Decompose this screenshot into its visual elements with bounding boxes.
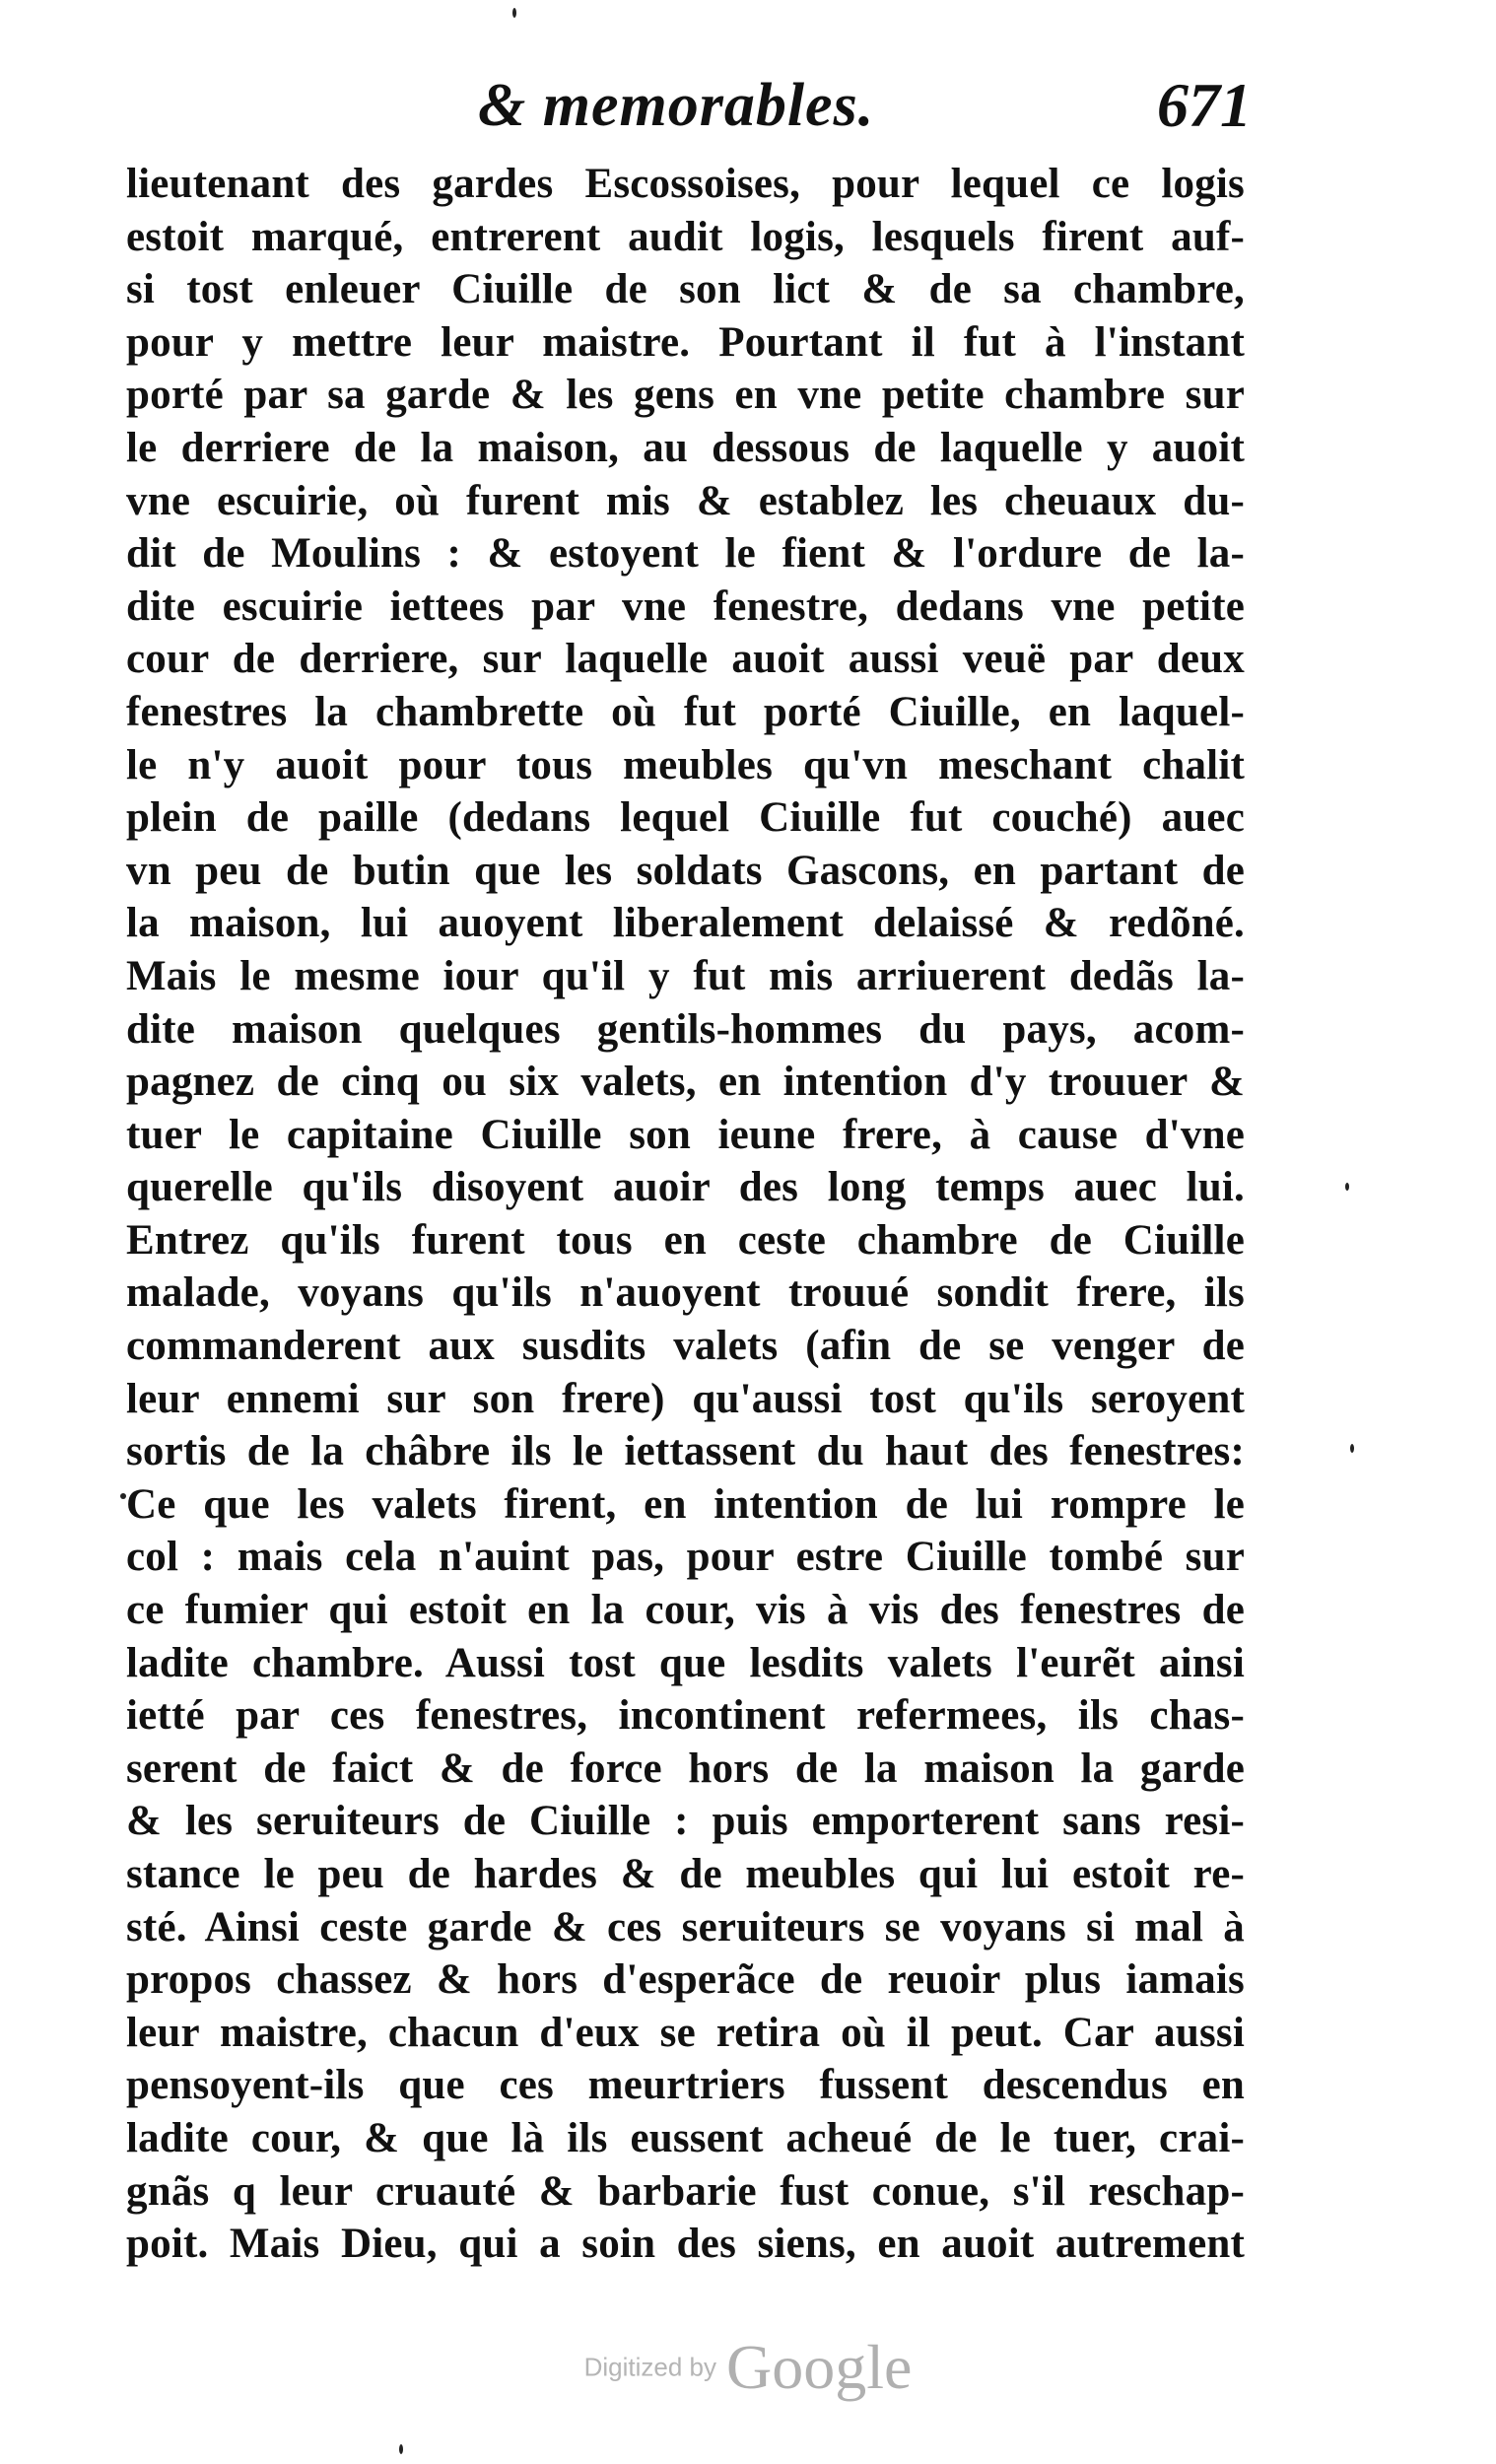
text-line: fenestres la chambrette où fut porté Ciuille, en laquel-: [126, 688, 1245, 735]
scan-speck: [1350, 1444, 1354, 1453]
text-line: si tost enleuer Ciuille de son lict & de sa chambre,: [126, 266, 1245, 313]
text-line: pensoyent-ils que ces meurtriers fussent descendus en: [126, 2062, 1245, 2109]
google-logo: Google: [726, 2332, 913, 2402]
digitization-watermark: [0, 2331, 1496, 2410]
text-line: vne escuirie, où furent mis & establez les cheuaux du-: [126, 477, 1245, 524]
scan-speck: [120, 1493, 126, 1499]
text-line: ce fumier qui estoit en la cour, vis à vis des fenestres de: [126, 1587, 1245, 1634]
text-line: leur ennemi sur son frere) qu'aussi tost qu'ils seroyent: [126, 1375, 1245, 1422]
text-line: stance le peu de hardes & de meubles qui lui estoit re-: [126, 1851, 1245, 1897]
text-line: porté par sa garde & les gens en vne petite chambre sur: [126, 372, 1245, 419]
text-line: Mais le mesme iour qu'il y fut mis arriuerent dedãs la-: [126, 952, 1245, 999]
text-line: sté. Ainsi ceste garde & ces seruiteurs se voyans si mal à: [126, 1903, 1245, 1951]
text-line: le n'y auoit pour tous meubles qu'vn meschant chalit: [126, 741, 1245, 788]
page-header: [138, 61, 1252, 150]
text-line: lieutenant des gardes Escossoises, pour lequel ce logis: [126, 161, 1245, 207]
text-line: ietté par ces fenestres, incontinent refermees, ils chas-: [126, 1692, 1245, 1740]
text-line: col : mais cela n'auint pas, pour estre Ciuille tombé sur: [126, 1534, 1245, 1581]
text-line: dite maison quelques gentils-hommes du pays, acom-: [126, 1005, 1245, 1053]
text-line: dite escuirie iettees par vne fenestre, dedans vne petite: [126, 582, 1245, 630]
text-line: le derriere de la maison, au dessous de laquelle y auoit: [126, 424, 1245, 471]
text-line: pour y mettre leur maistre. Pourtant il fut à l'instant: [126, 318, 1245, 366]
text-line: ladite chambre. Aussi tost que lesdits valets l'eurẽt ainsi: [126, 1639, 1245, 1686]
running-title: & memorables.: [478, 72, 875, 139]
text-line: sortis de la châbre ils le iettassent du haut des fenestres:: [126, 1428, 1245, 1475]
text-line: tuer le capitaine Ciuille son ieune frere, à cause d'vne: [126, 1111, 1245, 1158]
text-line: vn peu de butin que les soldats Gascons, en partant de: [126, 847, 1245, 894]
text-line: estoit marqué, entrerent audit logis, lesquels firent auf-: [126, 213, 1245, 260]
text-line: commanderent aux susdits valets (afin de se venger de: [126, 1323, 1245, 1370]
text-line: & les seruiteurs de Ciuille : puis emporterent sans resi-: [126, 1798, 1245, 1845]
text-line: malade, voyans qu'ils n'auoyent trouué sondit frere, ils: [126, 1269, 1245, 1317]
text-line: propos chassez & hors d'esperãce de reuoir plus iamais: [126, 1956, 1245, 2004]
digitized-by-label: Digitized by: [583, 2352, 716, 2382]
scan-speck: [399, 2444, 403, 2454]
page-number: 671: [1157, 70, 1252, 140]
text-line: la maison, lui auoyent liberalement delaissé & redõné.: [126, 900, 1245, 947]
text-line: gnãs q leur cruauté & barbarie fust conue, s'il reschap-: [126, 2167, 1245, 2215]
text-line: Ce que les valets firent, en intention de lui rompre le: [126, 1480, 1245, 1528]
scan-speck: [512, 8, 516, 18]
scan-speck: [1345, 1183, 1349, 1191]
body-text: [126, 158, 1245, 2271]
text-line: dit de Moulins : & estoyent le fient & l'ordure de la-: [126, 530, 1245, 578]
text-line: pagnez de cinq ou six valets, en intention d'y trouuer &: [126, 1059, 1245, 1106]
text-line: poit. Mais Dieu, qui a soin des siens, en auoit autrement: [126, 2221, 1245, 2268]
text-line: Entrez qu'ils furent tous en ceste chambre de Ciuille: [126, 1216, 1245, 1264]
text-line: leur maistre, chacun d'eux se retira où il peut. Car aussi: [126, 2009, 1245, 2056]
text-line: ladite cour, & que là ils eussent acheué de le tuer, crai-: [126, 2114, 1245, 2161]
text-line: serent de faict & de force hors de la maison la garde: [126, 1745, 1245, 1792]
text-line: querelle qu'ils disoyent auoir des long temps auec lui.: [126, 1164, 1245, 1211]
text-line: cour de derriere, sur laquelle auoit aussi veuë par deux: [126, 636, 1245, 683]
text-line: plein de paille (dedans lequel Ciuille fut couché) auec: [126, 794, 1245, 842]
